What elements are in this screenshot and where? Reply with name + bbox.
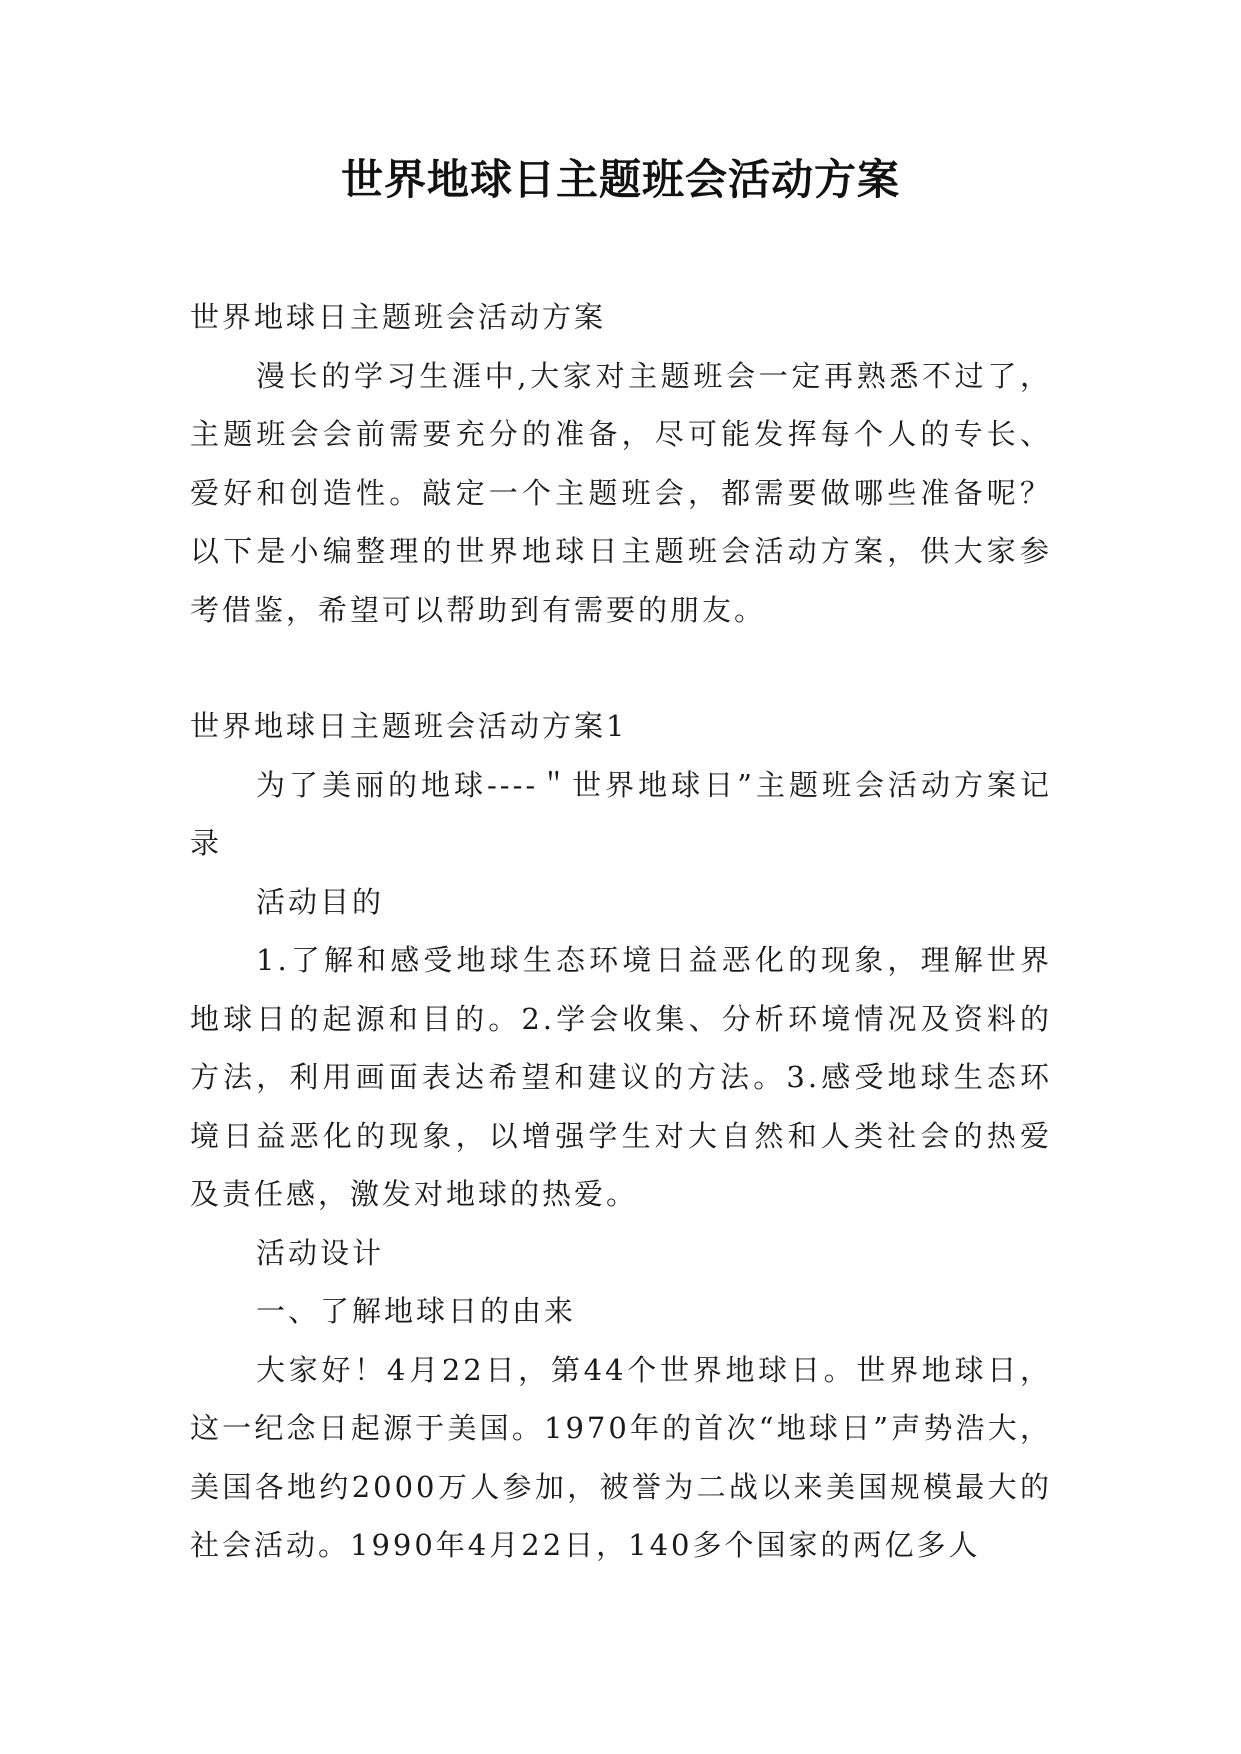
subheading-earth-day-origin: 一、了解地球日的由来	[256, 1294, 577, 1328]
goal-paragraph: 1.了解和感受地球生态环境日益恶化的现象，理解世界地球日的起源和目的。2.学会收集、分析环境情况及资料的方法，利用画面表达希望和建议的方法。3.感受地球生态环境日益恶化的现象，以增强学生对大自然和人类社会的热爱及责任感，激发对地球的热爱。	[190, 943, 1052, 1211]
subtitle-paragraph: 为了美丽的地球----＂世界地球日”主题班会活动方案记录	[190, 767, 1052, 860]
document-title: 世界地球日主题班会活动方案	[340, 155, 900, 204]
subheading-activity-goal: 活动目的	[256, 884, 385, 919]
subheading-activity-design: 活动设计	[256, 1235, 385, 1270]
section-heading: 世界地球日主题班会活动方案	[190, 300, 607, 334]
history-paragraph: 大家好！4月22日，第44个世界地球日。世界地球日，这一纪念日起源于美国。1970年的首次“地球日”声势浩大，美国各地约2000万人参加，被誉为二战以来美国规模最大的社会活动。1990年4月22日，140多个国家的两亿多人	[190, 1352, 1052, 1562]
intro-paragraph: 漫长的学习生涯中,大家对主题班会一定再熟悉不过了，主题班会会前需要充分的准备，尽可能发挥每个人的专长、爱好和创造性。敲定一个主题班会，都需要做哪些准备呢？以下是小编整理的世界地球日主题班会活动方案，供大家参考借鉴，希望可以帮助到有需要的朋友。	[190, 358, 1052, 627]
section-heading: 世界地球日主题班会活动方案1	[190, 709, 628, 743]
document-body	[190, 288, 1052, 1575]
